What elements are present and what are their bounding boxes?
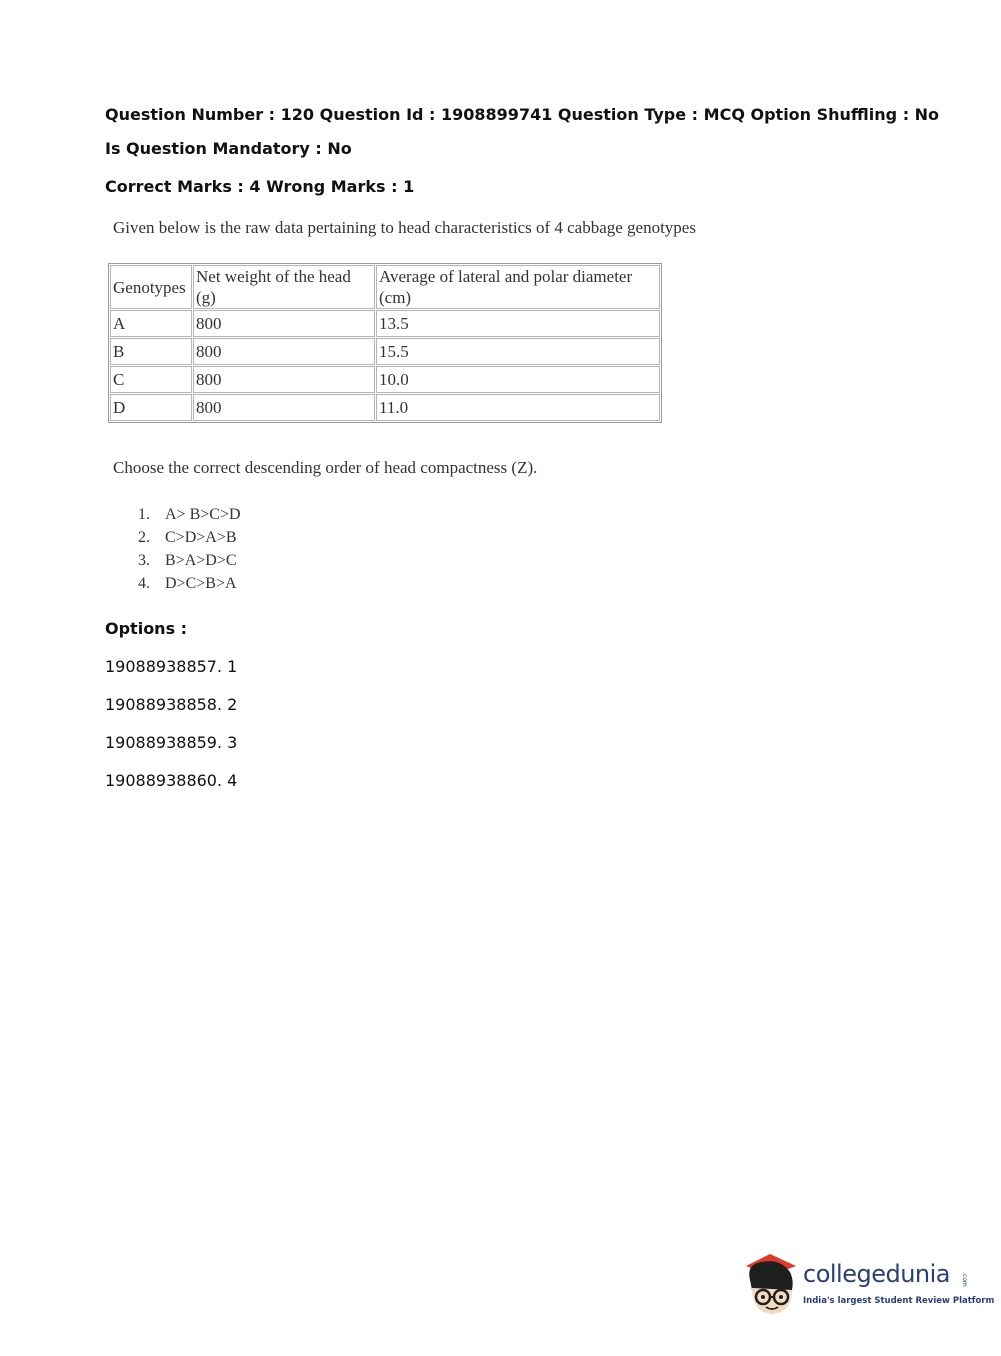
- table-row: [110, 338, 660, 365]
- choice-text: C>D>A>B: [165, 529, 237, 546]
- choice-number: 1.: [138, 506, 150, 523]
- table-row: [110, 394, 660, 421]
- cell-weight: 800: [193, 310, 375, 337]
- cell-diameter: 13.5: [376, 310, 660, 337]
- cell-weight: 800: [193, 338, 375, 365]
- cell-genotype: A: [110, 310, 192, 337]
- list-item: [138, 549, 241, 572]
- choice-number: 2.: [138, 529, 150, 546]
- header-diameter-line1: Average of lateral and polar diameter: [379, 267, 633, 286]
- logo-name: collegedunia: [803, 1260, 951, 1288]
- list-item: [138, 572, 241, 595]
- mandatory-line: Is Question Mandatory : No: [105, 139, 352, 158]
- choice-list: [138, 503, 241, 595]
- cell-genotype: D: [110, 394, 192, 421]
- header-net-weight: [193, 265, 375, 309]
- cell-weight: 800: [193, 366, 375, 393]
- list-item: [138, 526, 241, 549]
- choice-text: D>C>B>A: [165, 575, 237, 592]
- options-title: Options :: [105, 619, 188, 638]
- option-item: 19088938860. 4: [105, 771, 238, 790]
- list-item: [138, 503, 241, 526]
- cell-weight: 800: [193, 394, 375, 421]
- logo-tagline: India's largest Student Review Platform: [803, 1296, 995, 1306]
- question-meta-line: Question Number : 120 Question Id : 1908899741 Question Type : MCQ Option Shuffling : No: [105, 105, 940, 124]
- option-item: 19088938859. 3: [105, 733, 238, 752]
- header-genotypes: Genotypes: [110, 265, 192, 309]
- question-intro: Given below is the raw data pertaining to head characteristics of 4 cabbage genotypes: [113, 218, 696, 237]
- header-net-weight-line2: (g): [196, 288, 216, 307]
- header-diameter: [376, 265, 660, 309]
- option-item: 19088938858. 2: [105, 695, 238, 714]
- choice-number: 3.: [138, 552, 150, 569]
- table-row: [110, 310, 660, 337]
- table-row: [110, 366, 660, 393]
- table-header-row: [110, 265, 660, 309]
- cell-genotype: C: [110, 366, 192, 393]
- genotype-table: [108, 263, 662, 423]
- cell-diameter: 10.0: [376, 366, 660, 393]
- header-net-weight-line1: Net weight of the head: [196, 267, 351, 286]
- cell-genotype: B: [110, 338, 192, 365]
- cell-diameter: 11.0: [376, 394, 660, 421]
- header-diameter-line2: (cm): [379, 288, 412, 307]
- marks-line: Correct Marks : 4 Wrong Marks : 1: [105, 177, 415, 196]
- choice-number: 4.: [138, 575, 150, 592]
- choice-text: A> B>C>D: [165, 506, 241, 523]
- cell-diameter: 15.5: [376, 338, 660, 365]
- choice-text: B>A>D>C: [165, 552, 237, 569]
- mascot-icon: [740, 1250, 802, 1320]
- question-prompt: Choose the correct descending order of head compactness (Z).: [113, 458, 538, 477]
- logo-suffix: .com: [961, 1272, 968, 1287]
- option-item: 19088938857. 1: [105, 657, 238, 676]
- collegedunia-logo: [740, 1250, 995, 1320]
